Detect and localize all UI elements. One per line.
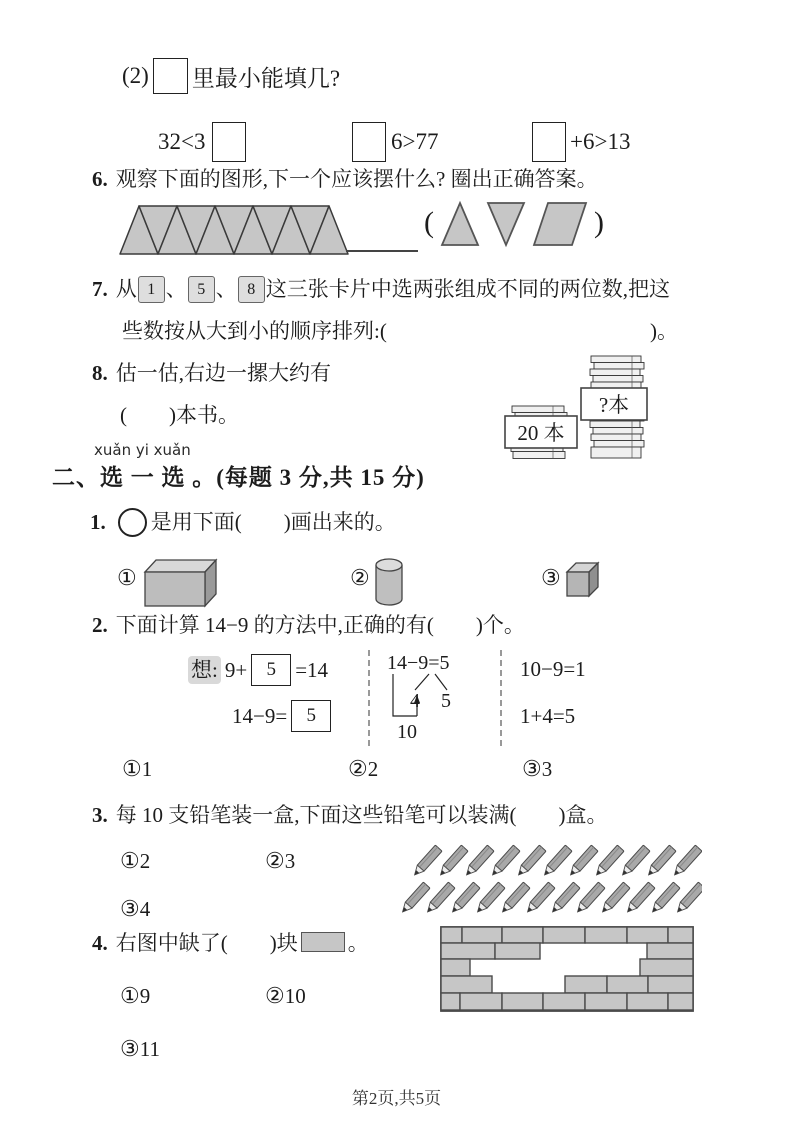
- card-separator: 、: [165, 277, 187, 301]
- option-value: 2: [139, 849, 151, 873]
- triangle-down-choice: [486, 198, 526, 248]
- option-circled-number: ③: [522, 756, 542, 781]
- triangle-pattern-graphic: [116, 200, 351, 258]
- q4-option-3: [120, 1036, 160, 1062]
- shape-choice-3-number: ③: [541, 565, 561, 590]
- option-value: 4: [139, 897, 151, 921]
- q4-option-2: [265, 983, 306, 1009]
- equation-2: [352, 122, 438, 162]
- question-4-number: 4.: [92, 930, 108, 955]
- question-text: 里最小能填几?: [191, 65, 341, 91]
- q3-option-2: [265, 848, 295, 874]
- q2-option-1: [122, 756, 152, 782]
- option-value: 11: [139, 1037, 160, 1061]
- method-separator: [500, 650, 502, 746]
- equation-1-text: 32<3: [158, 129, 206, 154]
- question-6: [92, 166, 598, 192]
- book-stacks-graphic: [495, 350, 675, 468]
- triangle-up-choice: [440, 198, 480, 248]
- option-value: 1: [141, 757, 153, 781]
- pencils-graphic: [402, 833, 702, 929]
- question-1-number: 1.: [90, 510, 106, 534]
- method-2-part-5: 5: [441, 690, 451, 712]
- option-value: 2: [367, 757, 379, 781]
- method-1-eq1b: =14: [295, 657, 329, 682]
- method-2-diagram: [383, 650, 497, 744]
- method-3-line2: 1+4=5: [520, 704, 576, 728]
- number-card-1: 1: [138, 276, 165, 303]
- section2-question-2: [92, 612, 525, 638]
- boxed-answer: 5: [291, 700, 331, 732]
- method-separator: [368, 650, 370, 746]
- option-value: 3: [541, 757, 553, 781]
- method-1-line1: [188, 654, 328, 686]
- option-circled-number: ③: [120, 1036, 140, 1061]
- method-1-line2: [232, 700, 335, 732]
- equation-2-text: 6>77: [391, 129, 439, 154]
- q4-option-1: [120, 983, 150, 1009]
- question-6-choices: [424, 198, 604, 248]
- think-puzzle-icon: 想:: [188, 656, 221, 684]
- question-7-post: 这三张卡片中选两张组成不同的两位数,把这: [265, 277, 670, 301]
- question-7-line2-end: )。: [650, 319, 678, 343]
- page-footer: 第2页,共5页: [351, 1089, 442, 1108]
- question-7-number: 7.: [92, 277, 108, 301]
- method-2-part-4: 4: [410, 690, 420, 712]
- question-7-pre: 从: [115, 277, 137, 301]
- brick-wall-graphic: [440, 926, 695, 1014]
- cube-shape: [565, 558, 601, 600]
- method-2-part-10: 10: [397, 721, 417, 743]
- section2-question-1: [90, 508, 396, 537]
- question-7-text: [116, 276, 670, 303]
- option-circled-number: ①: [120, 983, 140, 1008]
- number-card-8: 8: [238, 276, 265, 303]
- question-8-line2: ( )本书。: [120, 403, 239, 427]
- cuboid-shape: [143, 556, 221, 610]
- number-card-5: 5: [188, 276, 215, 303]
- section2-question-4: [92, 930, 369, 956]
- question-2-text: 下面计算 14−9 的方法中,正确的有( )个。: [115, 613, 525, 637]
- q2-option-2: [348, 756, 378, 782]
- equation-3: [532, 122, 630, 162]
- option-circled-number: ②: [265, 983, 285, 1008]
- sub-question-label: (2): [122, 63, 149, 88]
- question-1-text: 是用下面( )画出来的。: [150, 510, 396, 535]
- option-value: 3: [284, 849, 296, 873]
- q2-option-3: [522, 756, 552, 782]
- shape-choice-2-number: ②: [350, 565, 370, 590]
- question-7: [92, 276, 670, 303]
- question-6-number: 6.: [92, 166, 108, 191]
- option-circled-number: ①: [120, 848, 140, 873]
- option-circled-number: ①: [122, 756, 142, 781]
- section-2-pinyin: xuǎn yi xuǎn: [94, 441, 191, 459]
- question-4-text: [116, 930, 369, 956]
- answer-blank-line: [346, 250, 418, 252]
- shape-choice-1-number: ①: [117, 565, 137, 590]
- book-stack-right-label: ?本: [598, 393, 630, 417]
- circle-shape-icon: [118, 508, 147, 537]
- card-separator: 、: [215, 277, 237, 301]
- boxed-answer: 5: [251, 654, 291, 686]
- section2-question-3: [92, 802, 608, 828]
- paren-open: (: [424, 206, 434, 239]
- option-circled-number: ②: [265, 848, 285, 873]
- paren-close: ): [594, 206, 604, 239]
- method-1-eq1a: 9+: [224, 657, 248, 682]
- option-value: 10: [284, 984, 306, 1008]
- question-7-line2: 些数按从大到小的顺序排列:(: [122, 319, 387, 343]
- q3-option-1: [120, 848, 150, 874]
- answer-box: [153, 58, 188, 94]
- question-4-post: 。: [347, 931, 369, 955]
- equation-3-text: +6>13: [570, 129, 631, 154]
- brick-swatch-icon: [301, 932, 345, 952]
- answer-box: [212, 122, 246, 162]
- method-1-eq2a: 14−9=: [232, 703, 288, 728]
- option-circled-number: ③: [120, 896, 140, 921]
- book-stack-left-label: 20 本: [517, 421, 565, 445]
- question-8: [92, 360, 331, 386]
- question-4-pre: 右图中缺了( )块: [115, 931, 298, 955]
- q3-option-3: [120, 896, 150, 922]
- section-2-title: 二、选 一 选 。(每题 3 分,共 15 分): [52, 465, 425, 490]
- parallelogram-choice: [532, 198, 588, 248]
- question-8-number: 8.: [92, 360, 108, 385]
- equation-1: [158, 122, 246, 162]
- cylinder-shape: [374, 556, 406, 608]
- question-8-text: 估一估,右边一摞大约有: [115, 361, 331, 385]
- answer-box: [532, 122, 566, 162]
- method-3-line1: 10−9=1: [520, 657, 586, 681]
- method-2-equation: 14−9=5: [387, 652, 450, 674]
- answer-box: [352, 122, 386, 162]
- question-6-text: 观察下面的图形,下一个应该摆什么? 圈出正确答案。: [115, 167, 598, 191]
- question-3-number: 3.: [92, 802, 108, 827]
- option-value: 9: [139, 984, 151, 1008]
- question-2-number: 2.: [92, 612, 108, 637]
- question-3-text: 每 10 支铅笔装一盒,下面这些铅笔可以装满( )盒。: [115, 803, 608, 827]
- fill-min-question: [122, 58, 340, 94]
- option-circled-number: ②: [348, 756, 368, 781]
